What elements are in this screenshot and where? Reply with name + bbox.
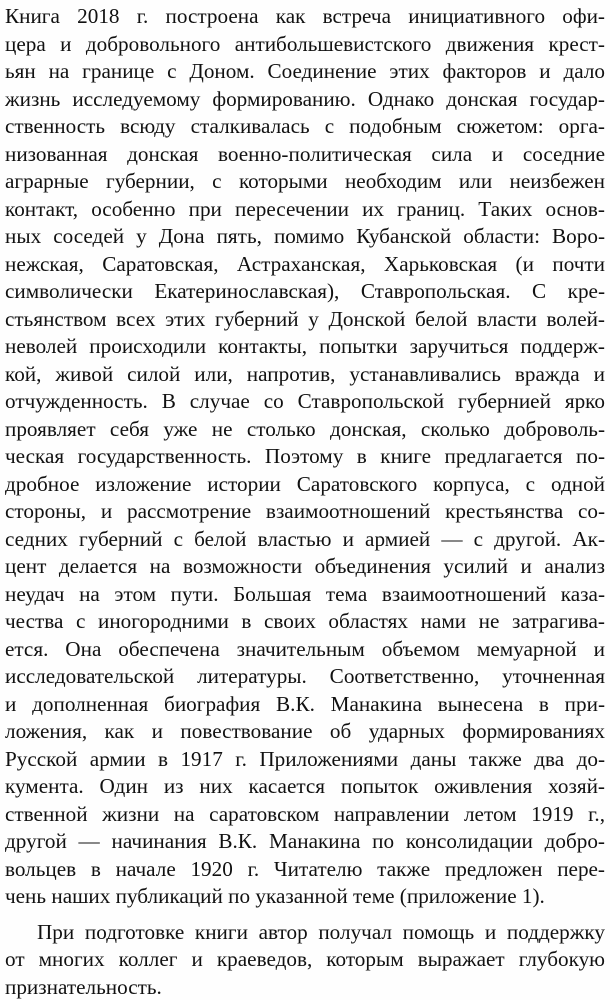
- text-line: дробное изложение истории Саратовского корпуса, с одной: [5, 471, 605, 499]
- paragraph-1: [5, 3, 605, 911]
- text-line: контакт, особенно при пересечении их границ. Таких основ-: [5, 196, 605, 224]
- text-line: ственность всюду сталкивалась с подобным сюжетом: орга-: [5, 113, 605, 141]
- text-line: неудач на этом пути. Большая тема взаимоотношений каза-: [5, 581, 605, 609]
- text-line: ственной жизни на саратовском направлении летом 1919 г.,: [5, 801, 605, 829]
- text-line: неволей происходили контакты, попытки заручиться поддерж-: [5, 333, 605, 361]
- text-line: ных соседей у Дона пять, помимо Кубанской области: Воро-: [5, 223, 605, 251]
- text-line: низованная донская военно-политическая сила и соседние: [5, 141, 605, 169]
- body-text: [5, 3, 605, 1001]
- text-line: проявляет себя уже не столько донская, сколько доброволь-: [5, 416, 605, 444]
- text-line: аграрные губернии, с которыми необходим или неизбежен: [5, 168, 605, 196]
- text-line: другой — начинания В.К. Манакина по консолидации добро-: [5, 828, 605, 856]
- text-line: чень наших публикаций по указанной теме (приложение 1).: [5, 883, 605, 911]
- text-line: ложения, как и повествование об ударных формированиях: [5, 718, 605, 746]
- paragraph-2: [5, 919, 605, 1001]
- text-line: символически Екатеринославская), Ставропольская. С кре-: [5, 278, 605, 306]
- text-line: вольцев в начале 1920 г. Читателю также предложен пере-: [5, 856, 605, 884]
- text-line: ьян на границе с Доном. Соединение этих факторов и дало: [5, 58, 605, 86]
- text-line: ется. Она обеспечена значительным объемом мемуарной и: [5, 636, 605, 664]
- text-line: от многих коллег и краеведов, которым выражает глубокую: [5, 946, 605, 974]
- text-line: признательность.: [5, 974, 605, 1001]
- paragraph-spacer: [5, 911, 605, 919]
- text-line: седних губерний с белой властью и армией — с другой. Ак-: [5, 526, 605, 554]
- text-line: стьянством всех этих губерний у Донской белой власти волей-: [5, 306, 605, 334]
- text-line: кой, живой силой или, напротив, устанавливались вражда и: [5, 361, 605, 389]
- text-line: При подготовке книги автор получал помощь и поддержку: [5, 919, 605, 947]
- text-line: жизнь исследуемому формированию. Однако донская государ-: [5, 86, 605, 114]
- text-line: Русской армии в 1917 г. Приложениями даны также два до-: [5, 746, 605, 774]
- text-line: и дополненная биография В.К. Манакина вынесена в при-: [5, 691, 605, 719]
- text-line: чества с иногородними в своих областях нами не затрагива-: [5, 608, 605, 636]
- text-line: нежская, Саратовская, Астраханская, Харьковская (и почти: [5, 251, 605, 279]
- text-line: кумента. Один из них касается попыток оживления хозяй-: [5, 773, 605, 801]
- text-line: ческая государственность. Поэтому в книге предлагается по-: [5, 443, 605, 471]
- text-line: отчужденность. В случае со Ставропольской губернией ярко: [5, 388, 605, 416]
- text-line: цент делается на возможности объединения усилий и анализ: [5, 553, 605, 581]
- text-line: Книга 2018 г. построена как встреча инициативного офи-: [5, 3, 605, 31]
- text-line: стороны, и рассмотрение взаимоотношений крестьянства со-: [5, 498, 605, 526]
- text-line: исследовательской литературы. Соответственно, уточненная: [5, 663, 605, 691]
- text-line: цера и добровольного антибольшевистского движения крест-: [5, 31, 605, 59]
